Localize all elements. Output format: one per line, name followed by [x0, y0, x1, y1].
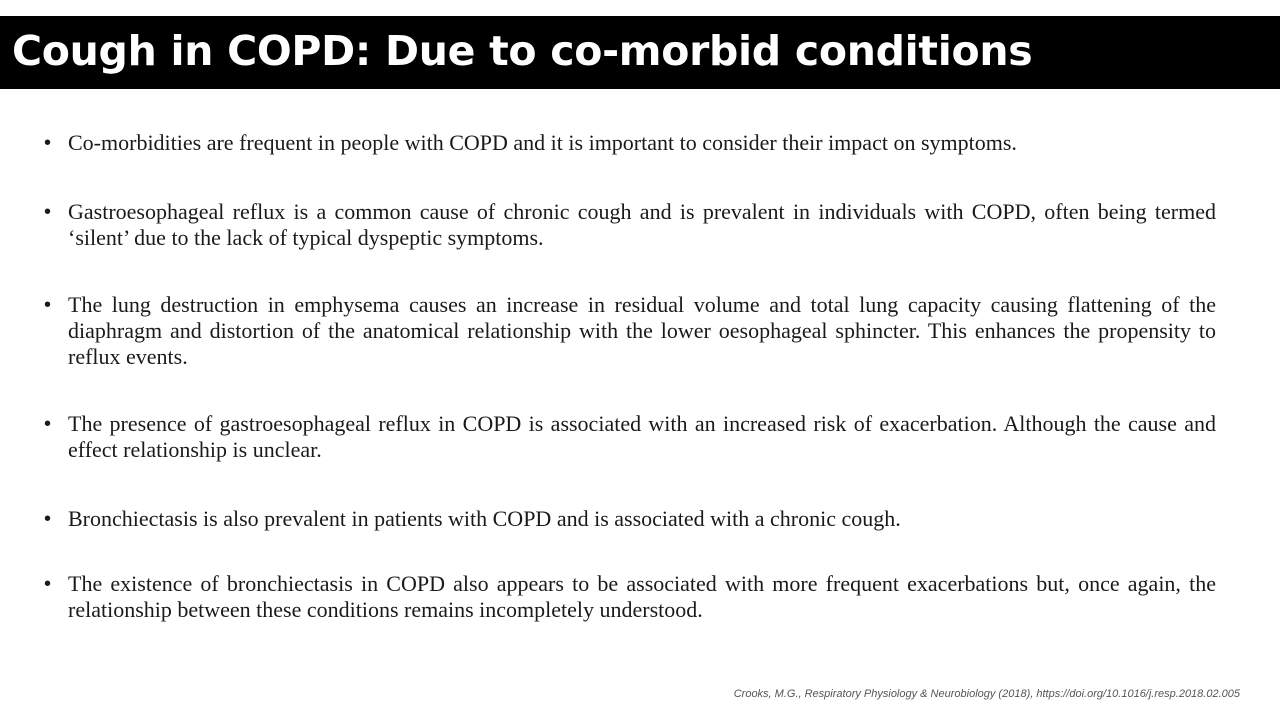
citation-reference: Crooks, M.G., Respiratory Physiology & Neurobiology (2018), https://doi.org/10.1016/j.resp.2018.02.005	[733, 688, 1240, 700]
bullet-text: Bronchiectasis is also prevalent in patients with COPD and is associated with a chronic cough.	[68, 506, 901, 531]
bullet-dot-icon: •	[44, 413, 52, 435]
bullet-item-reflux-exacerbation	[44, 411, 1216, 463]
bullet-text: The existence of bronchiectasis in COPD also appears to be associated with more frequent exacerbations but, once again, the relationship between these conditions remains incompletely understood.	[68, 571, 1216, 622]
bullet-text: Gastroesophageal reflux is a common cause of chronic cough and is prevalent in individuals with COPD, often being termed ‘silent’ due to the lack of typical dyspeptic symptoms.	[68, 199, 1216, 250]
slide-title: Cough in COPD: Due to co-morbid conditions	[12, 27, 1033, 75]
bullet-dot-icon: •	[44, 132, 52, 154]
bullet-dot-icon: •	[44, 508, 52, 530]
bullet-item-lung-destruction	[44, 292, 1216, 370]
bullet-dot-icon: •	[44, 573, 52, 595]
bullet-item-bronchiectasis-exacerbations	[44, 571, 1216, 623]
bullet-item-gastroesophageal-reflux	[44, 199, 1216, 251]
bullet-dot-icon: •	[44, 294, 52, 316]
bullet-text: The presence of gastroesophageal reflux in COPD is associated with an increased risk of exacerbation. Although the cause and effect relationship is unclear.	[68, 411, 1216, 462]
bullet-text: The lung destruction in emphysema causes an increase in residual volume and total lung capacity causing flattening of the diaphragm and distortion of the anatomical relationship with the lower oesophageal sphincter. This enhances the propensity to reflux events.	[68, 292, 1216, 369]
bullet-item-bronchiectasis	[44, 506, 1216, 532]
bullet-item-comorbidities	[44, 130, 1216, 156]
title-bar	[0, 16, 1280, 89]
bullet-dot-icon: •	[44, 201, 52, 223]
bullet-text: Co-morbidities are frequent in people with COPD and it is important to consider their impact on symptoms.	[68, 130, 1017, 155]
